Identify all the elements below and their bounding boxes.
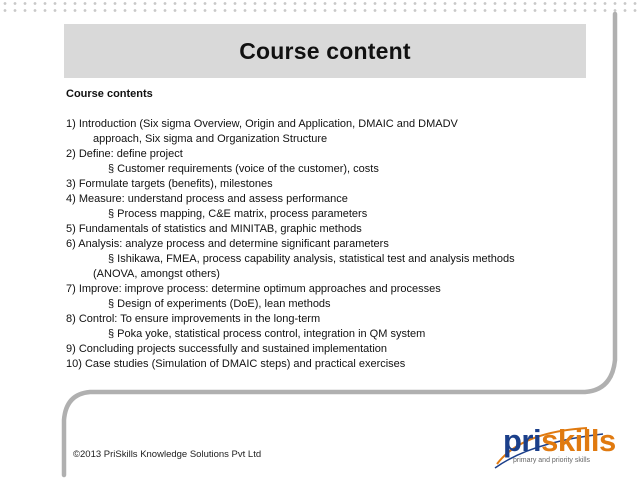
content-sub-bullet: § Design of experiments (DoE), lean methods — [108, 298, 331, 310]
content-sub-bullet: § Customer requirements (voice of the customer), costs — [108, 163, 379, 175]
logo-wordmark — [503, 424, 616, 458]
content-item: approach, Six sigma and Organization Structure — [93, 133, 328, 145]
logo-word-pri: pri — [503, 423, 542, 458]
priskills-logo — [491, 423, 616, 472]
copyright-footer: ©2013 PriSkills Knowledge Solutions Pvt Ltd — [73, 449, 262, 460]
content-item: 3) Formulate targets (benefits), milestones — [66, 178, 273, 190]
content-sub-bullet: § Ishikawa, FMEA, process capability analysis, statistical test and analysis methods — [108, 253, 515, 265]
content-sub-bullet: § Process mapping, C&E matrix, process parameters — [108, 208, 368, 220]
course-contents — [66, 87, 606, 372]
content-item: 6) Analysis: analyze process and determine significant parameters — [66, 238, 389, 250]
logo-tagline: primary and priority skills — [513, 457, 591, 464]
content-item: 7) Improve: improve process: determine optimum approaches and processes — [66, 283, 441, 295]
title-bar — [64, 24, 586, 78]
content-sub-bullet: § Poka yoke, statistical process control, integration in QM system — [108, 328, 426, 340]
content-item: 1) Introduction (Six sigma Overview, Origin and Application, DMAIC and DMADV — [66, 118, 458, 130]
content-item: 9) Concluding projects successfully and sustained implementation — [66, 343, 388, 355]
logo-word-skills: skills — [541, 423, 616, 458]
content-item: 8) Control: To ensure improvements in the long-term — [66, 313, 321, 325]
content-item: 5) Fundamentals of statistics and MINITAB, graphic methods — [66, 223, 362, 235]
course-contents-heading: Course contents — [66, 88, 153, 100]
dotted-top-border — [0, 0, 638, 14]
slide-title: Course content — [239, 37, 411, 64]
content-item: (ANOVA, amongst others) — [93, 268, 220, 280]
content-item: 10) Case studies (Simulation of DMAIC steps) and practical exercises — [66, 358, 406, 370]
content-item: 2) Define: define project — [66, 148, 183, 160]
course-contents-list — [66, 117, 606, 372]
content-item: 4) Measure: understand process and assess performance — [66, 193, 348, 205]
